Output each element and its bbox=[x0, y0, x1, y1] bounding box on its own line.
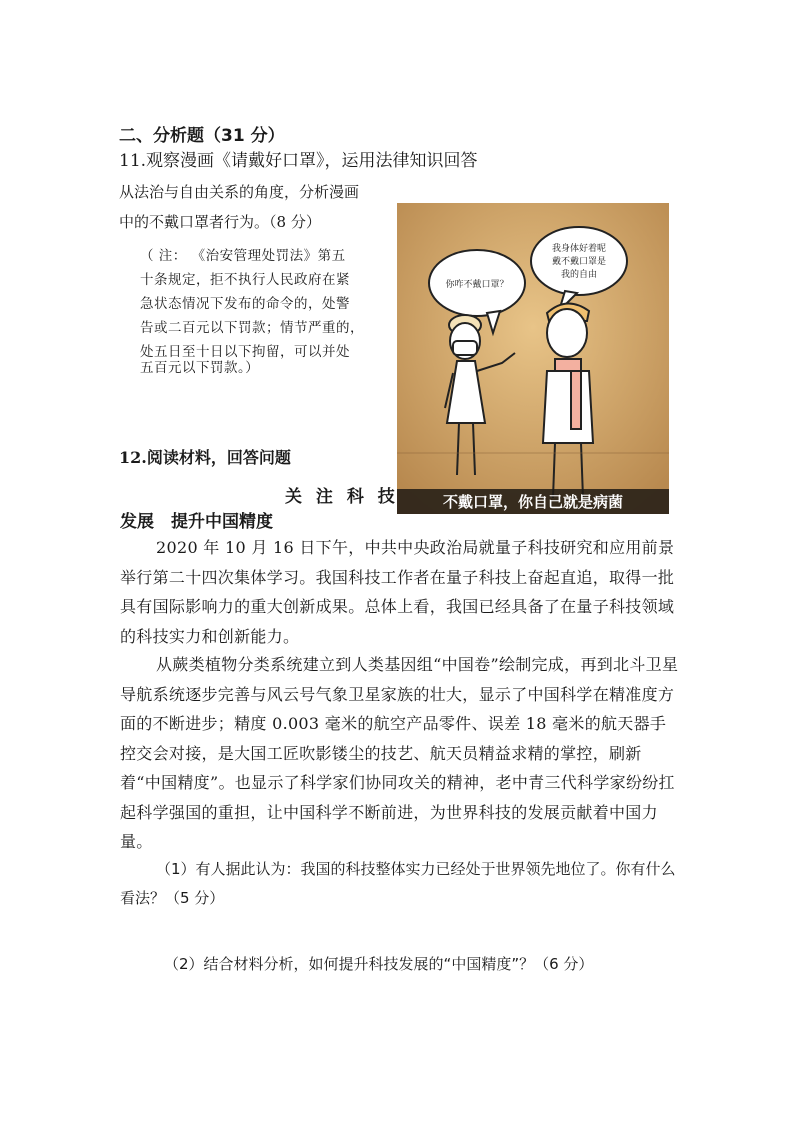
woman-bubble-text: 你咋不戴口罩？ bbox=[445, 280, 509, 290]
material-title-line-1: 关 注 科 技 bbox=[285, 487, 399, 507]
law-note-line-5: 处五日至十日以下拘留，可以并处 bbox=[140, 344, 350, 360]
law-note-line-1: （ 注： 《治安管理处罚法》第五 bbox=[140, 248, 346, 264]
question-11-line-1: 从法治与自由关系的角度，分析漫画 bbox=[119, 183, 360, 201]
material-paragraph-1: 2020 年 10 月 16 日下午，中共中央政治局就量子科技研究和应用前景举行第二十四次集体学习。我国科技工作者在量子科技上奋起直追，取得一批具有国际影响力的重大创新成果。总体上看，我国已经具备了在量子科技领域的科技实力和创新能力。 bbox=[120, 538, 675, 646]
man-bubble-text-3: 我的自由 bbox=[560, 270, 598, 280]
man-bubble-text-1: 我身体好着呢 bbox=[551, 244, 607, 254]
mask-comic-image bbox=[397, 203, 669, 514]
question-11-prompt: 11.观察漫画《请戴好口罩》，运用法律知识回答 bbox=[119, 151, 478, 171]
law-note-line-4: 告或二百元以下罚款；情节严重的， bbox=[140, 320, 364, 336]
sub-question-2: （2）结合材料分析，如何提升科技发展的“中国精度”？（6 分） bbox=[164, 955, 594, 973]
sub-question-1: （1）有人据此认为：我国的科技整体实力已经处于世界领先地位了。你有什么看法？（5 分） bbox=[120, 860, 676, 907]
section-title: 二、分析题（31 分） bbox=[119, 126, 285, 146]
comic-caption: 不戴口罩，你自己就是病菌 bbox=[442, 493, 624, 511]
man-bubble-text-2: 戴不戴口罩是 bbox=[551, 257, 607, 267]
question-12-prompt: 12.阅读材料，回答问题 bbox=[119, 448, 291, 467]
law-note-line-3: 急状态情况下发布的命令的，处警 bbox=[140, 296, 350, 312]
material-paragraph-2: 从蕨类植物分类系统建立到人类基因组“中国卷”绘制完成，再到北斗卫星导航系统逐步完善与风云号气象卫星家族的壮大，显示了中国科学在精准度方面的不断进步；精度 0.003 毫米的航空产品零件、误差 18 毫米的航天器手控交会对接，是大国工匠吹影镂尘的技艺、航天员精益求精的掌控，刷新着“中国精度”。也显示了科学家们协同攻关的精神，老中青三代科学家纷纷扛起科学强国的重担，让中国科学不断前进，为世界科技的发展贡献着中国力量。 bbox=[120, 655, 679, 851]
question-11-line-2: 中的不戴口罩者行为。（8 分） bbox=[119, 213, 321, 231]
material-title-line-2: 发展 提升中国精度 bbox=[120, 512, 273, 532]
law-note-line-6: 五百元以下罚款。） bbox=[140, 360, 260, 376]
law-note-line-2: 十条规定，拒不执行人民政府在紧 bbox=[140, 272, 350, 288]
